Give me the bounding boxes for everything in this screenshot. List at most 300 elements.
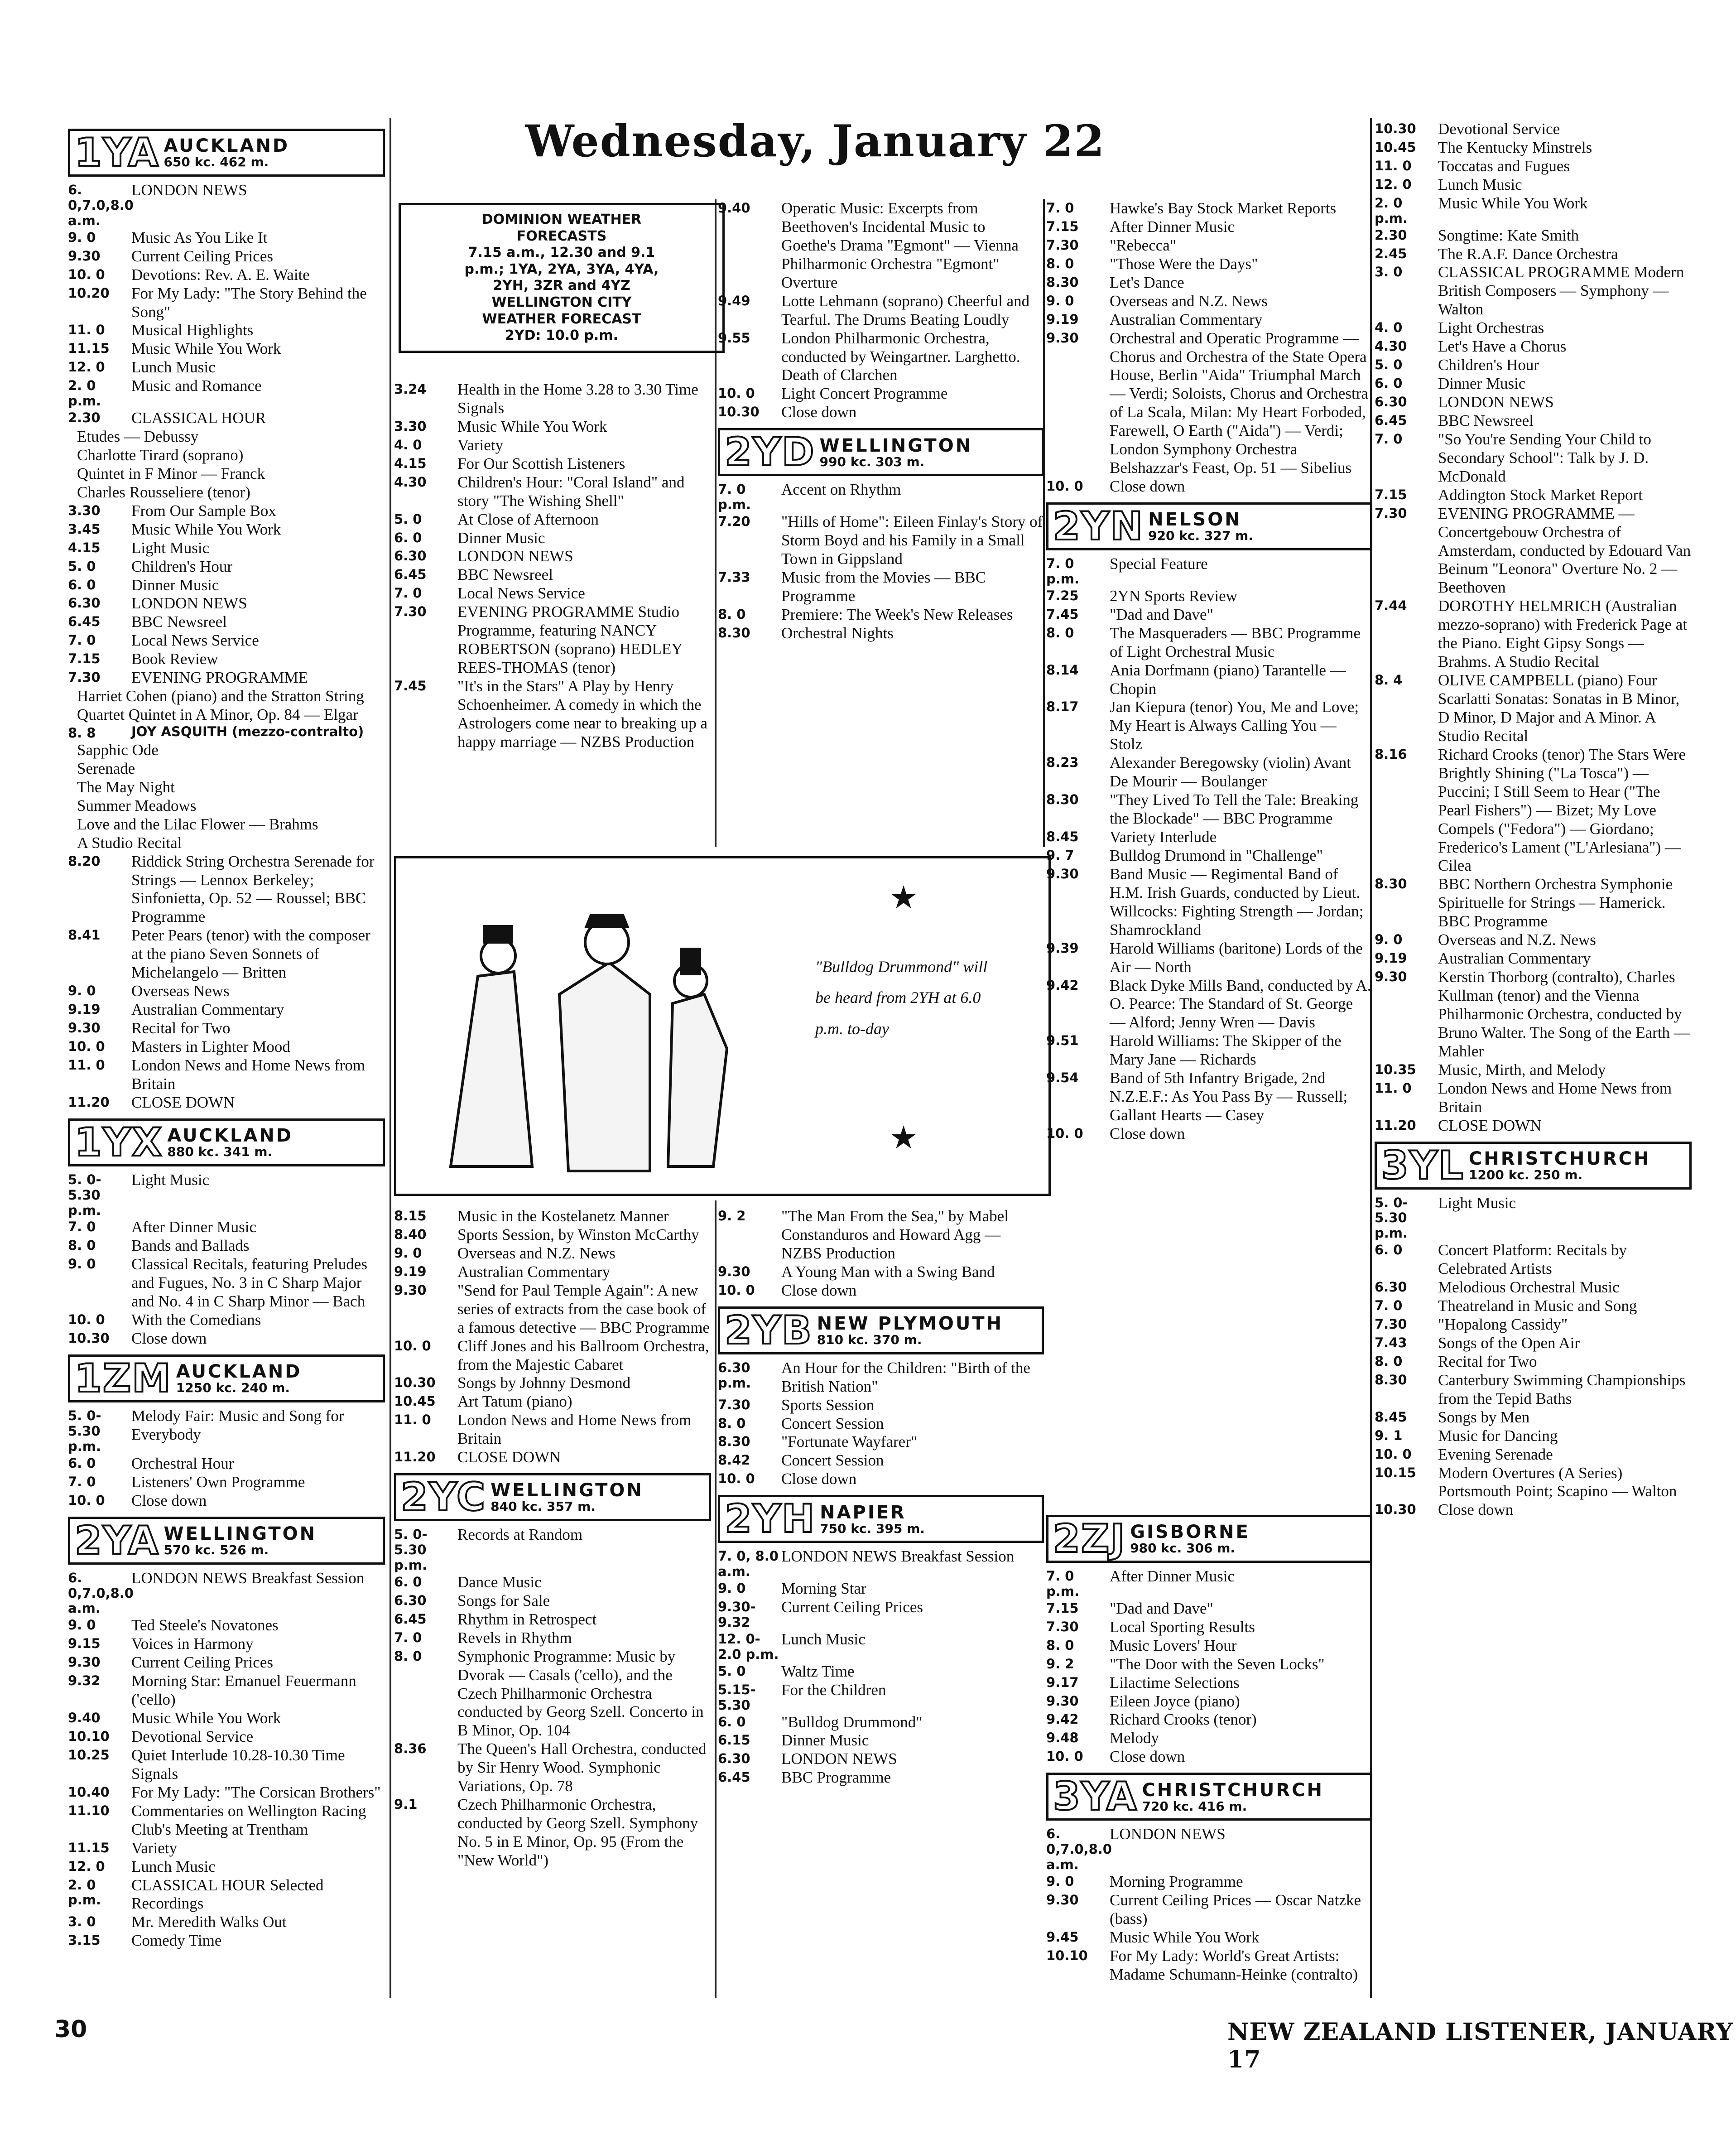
entry-time: 9.30	[394, 1282, 427, 1298]
schedule-entry	[394, 1592, 711, 1610]
entry-title: Close down	[1110, 477, 1185, 496]
schedule-entry	[718, 1663, 1044, 1681]
schedule-entry	[1046, 236, 1372, 255]
schedule-entry	[68, 1311, 385, 1330]
entry-time: 8.45	[1046, 829, 1079, 845]
entry-time: 8.45	[1375, 1409, 1407, 1425]
station-frequency: 980 kc. 306 m.	[1130, 1541, 1236, 1556]
schedule-entry	[1046, 274, 1372, 292]
entry-time: 9.30-9.32	[718, 1599, 756, 1630]
entry-time: 8.15	[394, 1208, 427, 1224]
entry-time: 9.30	[718, 1263, 750, 1279]
entry-time: 2. 0 p.m.	[1375, 195, 1408, 226]
entry-title: Current Ceiling Prices	[781, 1598, 923, 1616]
entry-time: 10.15	[1375, 1465, 1416, 1480]
entry-title: The Masqueraders — BBC Programme of Light Orchestral Music	[1110, 624, 1361, 660]
entry-title: For Our Scottish Listeners	[457, 454, 625, 472]
entry-title: Operatic Music: Excerpts from Beethoven's Incidental Music to Goethe's Drama "Egmont" — Vienna Philharmonic Orchestra "Egmont" Overture	[781, 199, 1019, 291]
entry-time: 10. 0	[1046, 478, 1083, 494]
schedule-entry	[68, 229, 385, 247]
schedule-entry	[718, 403, 1044, 422]
entry-title: Music While You Work	[457, 417, 607, 435]
station-header-2yc	[394, 1473, 711, 1521]
entry-time: 10.30	[1375, 1502, 1416, 1518]
entry-title: Melody Fair: Music and Song for Everybody	[131, 1407, 344, 1443]
entry-time: 6.45	[1375, 412, 1407, 428]
entry-time: 8.40	[394, 1226, 427, 1242]
entry-title: Toccatas and Fugues	[1438, 157, 1570, 175]
schedule-entry	[1046, 624, 1372, 661]
schedule-entry	[68, 1802, 385, 1839]
schedule-entry	[1046, 1567, 1372, 1600]
station-frequency: 570 kc. 526 m.	[164, 1542, 269, 1557]
schedule-entry	[394, 547, 711, 566]
entry-title: Melodious Orchestral Music	[1438, 1278, 1620, 1296]
entry-time: 9.19	[68, 1002, 101, 1017]
entry-title: Canterbury Swimming Championships from the Tepid Baths	[1438, 1371, 1686, 1407]
station-callsign: 1ZM	[75, 1356, 172, 1402]
entry-title: Children's Hour	[1438, 356, 1539, 374]
schedule-entry	[68, 284, 385, 322]
entry-time: 7.44	[1375, 598, 1407, 614]
schedule-entry	[394, 1393, 711, 1411]
schedule-entry	[68, 1932, 385, 1950]
schedule-entry	[1375, 1446, 1692, 1464]
schedule-entry	[718, 1598, 1044, 1630]
entry-title: Music in the Kostelanetz Manner	[457, 1207, 669, 1225]
station-header-1zm	[68, 1354, 385, 1402]
entry-time: 4. 0	[1375, 320, 1403, 336]
schedule-entry	[1046, 940, 1372, 977]
schedule-entry	[394, 436, 711, 455]
entry-time: 9.30	[68, 248, 101, 264]
entry-time: 10.10	[68, 1729, 110, 1744]
schedule-entry	[68, 1330, 385, 1348]
entry-title: LONDON NEWS	[131, 594, 247, 612]
schedule-entry	[1375, 1334, 1692, 1353]
entry-time: 6. 0	[68, 577, 96, 593]
entry-title: Variety Interlude	[1110, 828, 1217, 846]
entry-time: 10.30	[1375, 121, 1416, 136]
entry-title: Let's Have a Chorus	[1438, 337, 1567, 356]
entry-title: From Our Sample Box	[131, 501, 276, 520]
entry-time: 9.39	[1046, 940, 1079, 956]
schedule-entry	[68, 724, 385, 741]
schedule-entry	[394, 529, 711, 548]
schedule-entry	[68, 926, 385, 982]
entry-title: Close down	[1438, 1501, 1514, 1519]
entry-title: CLOSE DOWN	[131, 1093, 235, 1111]
schedule-entry	[68, 1171, 385, 1219]
schedule-entry	[68, 1728, 385, 1746]
schedule-entry	[1046, 1891, 1372, 1928]
entry-title: Lunch Music	[131, 358, 216, 376]
entry-title: "Rebecca"	[1110, 236, 1177, 254]
schedule-entry	[718, 292, 1044, 329]
weather-forecast-box	[399, 203, 725, 353]
entry-title: Variety	[457, 436, 504, 454]
entry-time: 7.20	[718, 514, 750, 530]
entry-time: 7.30	[718, 1397, 750, 1412]
schedule-entry	[68, 650, 385, 669]
schedule-entry	[394, 1282, 711, 1337]
entry-title: Australian Commentary	[1110, 310, 1263, 328]
entry-time: 6.45	[394, 1611, 427, 1627]
entry-title: Bands and Ballads	[131, 1237, 250, 1255]
entry-time: 9.19	[1046, 311, 1079, 327]
entry-time: 9.54	[1046, 1070, 1079, 1086]
station-frequency: 650 kc. 462 m.	[164, 154, 269, 170]
entry-title: Light Music	[131, 1171, 210, 1189]
entry-title: Richard Crooks (tenor)	[1110, 1711, 1257, 1729]
entry-title: EVENING PROGRAMME Studio Programme, featuring NANCY ROBERTSON (soprano) HEDLEY REES-THOMAS (tenor)	[457, 603, 683, 677]
schedule-entry	[718, 1470, 1044, 1489]
entry-time: 10.35	[1375, 1061, 1416, 1077]
entry-time: 7.15	[1375, 487, 1407, 502]
schedule-entry	[68, 1255, 385, 1311]
entry-time: 7. 0, 8.0 a.m.	[718, 1548, 779, 1580]
entry-title: For the Children	[781, 1681, 886, 1699]
schedule-entry	[1375, 505, 1692, 598]
schedule-entry	[1046, 1825, 1372, 1873]
entry-time: 9. 0	[718, 1581, 746, 1596]
station-callsign: 2YB	[725, 1307, 813, 1353]
entry-time: 9. 0	[68, 1617, 96, 1633]
entry-time: 12. 0	[1375, 176, 1412, 192]
station-callsign: 2YA	[75, 1518, 159, 1563]
schedule-entry	[1375, 1464, 1692, 1501]
entry-title: Addington Stock Market Report	[1438, 486, 1643, 504]
schedule-entry	[1375, 393, 1692, 412]
weather-line: FORECASTS	[516, 228, 607, 244]
schedule-entry	[1375, 1353, 1692, 1371]
entry-time: 7. 0	[68, 632, 96, 648]
entry-title: Comedy Time	[131, 1932, 222, 1950]
page-number: 30	[54, 2016, 87, 2043]
schedule-entry	[394, 1411, 711, 1448]
entry-time: 6.30	[1375, 394, 1407, 410]
entry-title: Band Music — Regimental Band of H.M. Irish Guards, conducted by Lieut. Willcocks: Fighting Strength — Jordan; Shamrockland	[1110, 865, 1364, 939]
entry-time: 7. 0	[394, 585, 422, 601]
schedule-entry	[68, 181, 385, 229]
entry-time: 9.30	[1375, 969, 1407, 985]
schedule-list	[1046, 555, 1372, 1143]
entry-time: 6.45	[68, 614, 101, 630]
entry-title: Symphonic Programme: Music by Dvorak — Casals ('cello), and the Czech Philharmonic Orchestra conducted by Georg Szell. Concerto in B Minor, Op. 104	[457, 1647, 704, 1740]
schedule-list	[68, 1171, 385, 1348]
entry-time: 5. 0-5.30 p.m.	[68, 1408, 101, 1454]
entry-time: 8.30	[718, 625, 750, 641]
schedule-entry	[1046, 828, 1372, 847]
entry-title: BBC Northern Orchestra Symphonie Spirituelle for Strings — Hamerick. BBC Programme	[1438, 875, 1673, 930]
schedule-entry	[718, 1415, 1044, 1433]
entry-title: EVENING PROGRAMME	[131, 669, 308, 687]
illustration-caption: "Bulldog Drummond" will be heard from 2YH at 6.0 p.m. to-day	[815, 958, 988, 1038]
entry-title: Music As You Like It	[131, 228, 268, 246]
entry-time: 8. 0	[394, 1648, 422, 1664]
entry-title: Quiet Interlude 10.28-10.30 Time Signals	[131, 1746, 345, 1783]
entry-title: Current Ceiling Prices	[131, 1653, 274, 1672]
entry-time: 9.55	[718, 330, 750, 346]
entry-title: Devotional Service	[1438, 120, 1560, 138]
schedule-entry	[68, 1783, 385, 1802]
entry-title: Lilactime Selections	[1110, 1673, 1240, 1691]
schedule-entry	[1375, 1194, 1692, 1242]
schedule-entry	[718, 606, 1044, 624]
schedule-entry	[1046, 1928, 1372, 1947]
entry-time: 6. 0	[394, 530, 422, 545]
entry-time: 9.15	[68, 1636, 101, 1652]
entry-time: 7.30	[68, 670, 101, 685]
entry-time: 5. 0-5.30 p.m.	[68, 1171, 101, 1218]
schedule-entry	[718, 1750, 1044, 1769]
entry-time: 2.45	[1375, 246, 1407, 261]
entry-time: 10. 0	[68, 266, 105, 282]
schedule-entry	[68, 1839, 385, 1858]
schedule-entry	[68, 539, 385, 558]
entry-title: LONDON NEWS Breakfast Session	[131, 1569, 365, 1587]
schedule-entry	[1375, 1408, 1692, 1427]
entry-time: 10. 0	[68, 1312, 105, 1328]
entry-time: 3. 0	[68, 1914, 96, 1930]
entry-title: Dinner Music	[781, 1731, 869, 1749]
schedule-entry	[1046, 292, 1372, 311]
station-header-3yl	[1375, 1142, 1692, 1190]
column-2-lower	[394, 1207, 711, 1870]
schedule-entry	[1046, 1692, 1372, 1711]
schedule-entry	[718, 1769, 1044, 1787]
schedule-entry	[1046, 1711, 1372, 1729]
entry-title: London News and Home News from Britain	[1438, 1079, 1672, 1116]
schedule-entry	[1375, 375, 1692, 393]
entry-time: 5. 0-5.30 p.m.	[1375, 1195, 1408, 1241]
entry-time: 4.30	[1375, 338, 1407, 354]
entry-title: Listeners' Own Programme	[131, 1473, 305, 1491]
schedule-entry	[1375, 226, 1692, 245]
entry-title: LONDON NEWS	[131, 181, 247, 199]
entry-title: Art Tatum (piano)	[457, 1393, 572, 1411]
entry-title: CLASSICAL HOUR Selected Recordings	[131, 1876, 324, 1913]
entry-time: 2. 0 p.m.	[68, 1877, 101, 1908]
station-frequency: 810 kc. 370 m.	[817, 1332, 922, 1347]
entry-time: 9. 0	[1046, 293, 1074, 308]
entry-time: 6. 0	[394, 1574, 422, 1590]
schedule-entry	[1046, 1947, 1372, 1984]
schedule-list	[718, 1547, 1044, 1787]
schedule-entry	[1046, 1873, 1372, 1891]
station-name: WELLINGTON	[491, 1480, 644, 1501]
schedule-entry	[1375, 949, 1692, 968]
schedule-entry	[1046, 847, 1372, 865]
entry-title: Voices in Harmony	[131, 1635, 254, 1653]
weather-line: p.m.; 1YA, 2YA, 3YA, 4YA,	[464, 261, 659, 277]
entry-title: Commentaries on Wellington Racing Club's Meeting at Trentham	[131, 1802, 366, 1838]
entry-time: 2. 0 p.m.	[68, 378, 101, 409]
entry-time: 6.30 p.m.	[718, 1359, 751, 1391]
entry-title: Overseas News	[131, 982, 230, 1000]
entry-title: Close down	[781, 1470, 857, 1488]
station-name: NELSON	[1148, 509, 1242, 530]
schedule-entry	[1375, 157, 1692, 176]
entry-time: 8.36	[394, 1741, 427, 1757]
entry-title: After Dinner Music	[1110, 1567, 1235, 1585]
schedule-entry	[1375, 430, 1692, 486]
entry-time: 7.30	[1375, 505, 1407, 521]
programme-item: Sapphic Ode	[77, 741, 159, 759]
entry-title: Premiere: The Week's New Releases	[781, 605, 1013, 623]
entry-title: Light Music	[1438, 1194, 1516, 1212]
schedule-entry	[394, 1244, 711, 1263]
schedule-entry	[68, 1455, 385, 1473]
station-name: NAPIER	[820, 1502, 906, 1523]
schedule-entry	[68, 1616, 385, 1635]
schedule-entry	[394, 1526, 711, 1573]
column-3	[718, 199, 1044, 643]
entry-title: The Queen's Hall Orchestra, conducted by Sir Henry Wood. Symphonic Variations, Op. 78	[457, 1740, 707, 1795]
entry-time: 11.20	[394, 1449, 436, 1465]
station-header-1ya	[68, 129, 385, 177]
schedule-list	[1046, 1825, 1372, 1984]
entry-time: 9. 1	[1375, 1427, 1403, 1443]
entry-time: 4.15	[68, 540, 101, 555]
schedule-entry	[718, 513, 1044, 569]
entry-title: With the Comedians	[131, 1311, 261, 1329]
schedule-entry	[1375, 875, 1692, 931]
entry-title: "It's in the Stars" A Play by Henry Schoenheimer. A comedy in which the Astrologers come near to breaking up a happy marriage — NZBS Production	[457, 677, 708, 751]
schedule-entry	[1046, 477, 1372, 496]
entry-title: Evening Serenade	[1438, 1445, 1553, 1463]
schedule-entry	[1046, 587, 1372, 606]
entry-title: Accent on Rhythm	[781, 481, 901, 499]
entry-title: "Dad and Dave"	[1110, 1599, 1213, 1617]
schedule-entry	[718, 624, 1044, 643]
schedule-list	[394, 1526, 711, 1870]
entry-title: BBC Newsreel	[1438, 411, 1534, 429]
entry-time: 10.30	[718, 404, 760, 420]
station-name: AUCKLAND	[176, 1361, 302, 1383]
schedule-entry	[68, 1492, 385, 1510]
entry-title: Songtime: Kate Smith	[1438, 226, 1579, 244]
entry-title: "Fortunate Wayfarer"	[781, 1433, 918, 1451]
schedule-entry	[394, 1610, 711, 1629]
entry-title: Songs by Men	[1438, 1408, 1530, 1426]
column-2	[394, 381, 711, 752]
entry-time: 2.30	[68, 410, 101, 426]
column-rule	[390, 118, 391, 1998]
schedule-entry	[718, 481, 1044, 513]
entry-title: Australian Commentary	[457, 1263, 611, 1281]
schedule-entry	[718, 569, 1044, 606]
entry-title: Morning Programme	[1110, 1873, 1243, 1891]
schedule-entry	[394, 1374, 711, 1393]
schedule-entry	[1046, 1655, 1372, 1674]
entry-time: 6.45	[394, 567, 427, 583]
weather-line: WEATHER FORECAST	[482, 311, 641, 327]
entry-title: LONDON NEWS	[1110, 1825, 1226, 1843]
entry-time: 3.24	[394, 381, 427, 397]
station-name: AUCKLAND	[164, 135, 290, 157]
entry-title: Czech Philharmonic Orchestra, conducted by Georg Szell. Symphony No. 5 in E Minor, Op. 95 (From the "New World")	[457, 1796, 698, 1869]
entry-time: 9.51	[1046, 1033, 1079, 1049]
schedule-entry	[394, 1263, 711, 1282]
classical-items	[68, 428, 385, 502]
entry-time: 5. 0-5.30 p.m.	[394, 1527, 428, 1573]
entry-title: Music While You Work	[131, 340, 281, 358]
schedule-entry	[1046, 865, 1372, 940]
entry-time: 10.10	[1046, 1947, 1088, 1963]
schedule-entry	[394, 455, 711, 473]
schedule-list	[68, 853, 385, 1112]
weather-line: DOMINION WEATHER	[481, 212, 642, 227]
entry-time: 7. 0 p.m.	[1046, 1568, 1080, 1599]
entry-title: Overseas and N.Z. News	[1438, 931, 1596, 949]
schedule-entry	[68, 377, 385, 409]
entry-title: LONDON NEWS	[1438, 393, 1554, 411]
station-frequency: 990 kc. 303 m.	[819, 454, 925, 469]
entry-time: 8. 0	[1046, 1637, 1074, 1653]
entry-time: 7.25	[1046, 588, 1079, 603]
entry-time: 10. 0	[1046, 1126, 1083, 1142]
entry-time: 10.45	[394, 1393, 436, 1409]
entry-title: Recital for Two	[1438, 1352, 1537, 1370]
entry-title: Dinner Music	[131, 576, 219, 594]
entry-title: Concert Session	[781, 1414, 884, 1432]
entry-time: 9.17	[1046, 1674, 1079, 1690]
schedule-list	[718, 199, 1044, 422]
entry-time: 9.48	[1046, 1730, 1079, 1746]
entry-title: Devotional Service	[131, 1728, 254, 1746]
entry-time: 3.30	[68, 502, 101, 518]
station-name: NEW PLYMOUTH	[817, 1313, 1004, 1334]
schedule-entry	[68, 1709, 385, 1728]
schedule-entry	[394, 1226, 711, 1244]
entry-title: Local Sporting Results	[1110, 1618, 1255, 1636]
schedule-entry	[1375, 176, 1692, 194]
entry-time: 9.30	[1046, 330, 1079, 346]
entry-title: Lunch Music	[781, 1630, 866, 1648]
entry-time: 8.41	[68, 927, 101, 943]
entry-title: Melody	[1110, 1729, 1159, 1747]
programme-item: Etudes — Debussy	[77, 428, 199, 446]
entry-title: Songs for Sale	[457, 1591, 550, 1610]
station-name: CHRISTCHURCH	[1142, 1779, 1324, 1801]
entry-time: 4.30	[394, 474, 427, 490]
station-frequency: 1250 kc. 240 m.	[176, 1380, 290, 1396]
programme-item: Serenade	[77, 759, 135, 777]
entry-time: 10. 0	[68, 1492, 105, 1508]
schedule-entry	[68, 1746, 385, 1783]
entry-time: 9.30	[68, 1654, 101, 1670]
schedule-entry	[394, 381, 711, 418]
schedule-list	[718, 1207, 1044, 1300]
entry-title: Hawke's Bay Stock Market Reports	[1110, 199, 1337, 217]
schedule-list	[68, 1569, 385, 1951]
programme-item: A Studio Recital	[77, 834, 182, 852]
weather-line: 7.15 a.m., 12.30 and 9.1	[468, 245, 655, 261]
entry-title: "The Door with the Seven Locks"	[1110, 1655, 1325, 1673]
entry-title: "The Man From the Sea," by Mabel Constanduros and Howard Agg — NZBS Production	[781, 1207, 1009, 1262]
entry-time: 9.45	[1046, 1929, 1079, 1945]
schedule-entry	[394, 1740, 711, 1796]
entry-title: Music While You Work	[131, 1709, 281, 1727]
entry-title: Orchestral and Operatic Programme — Chorus and Orchestra of the State Opera House, Berlin "Aida" Triumphal March — Verdi; Soloists, Chorus and Orchestra of La Scala, Milan: My Heart Forboded, Farewell, O Earth ("Aida") — Verdi; London Symphony Orchestra Belshazzar's Feast, Op. 51 — Sibelius	[1110, 329, 1368, 477]
schedule-entry	[1375, 120, 1692, 139]
entry-title: Recital for Two	[131, 1019, 231, 1037]
entry-title: Mr. Meredith Walks Out	[131, 1913, 287, 1931]
schedule-entry	[68, 631, 385, 650]
schedule-entry	[718, 199, 1044, 292]
station-name: CHRISTCHURCH	[1468, 1148, 1651, 1169]
